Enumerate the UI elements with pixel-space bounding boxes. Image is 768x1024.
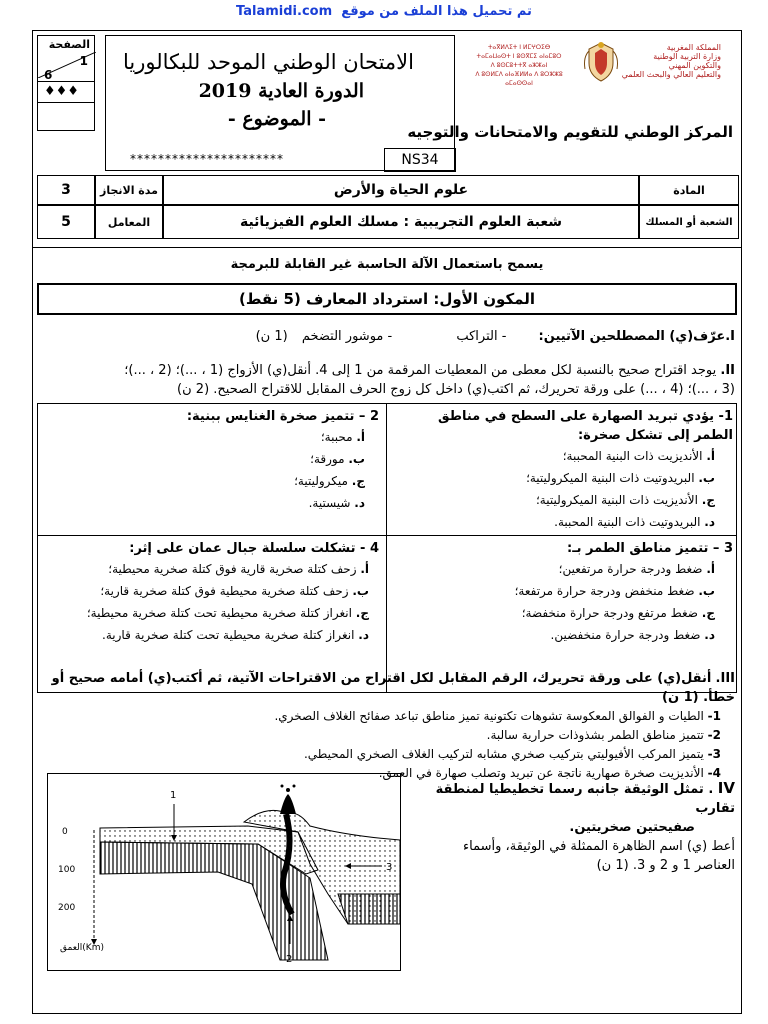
subject-label: المادة	[639, 175, 739, 205]
page-total: 6	[44, 68, 53, 82]
mcq-3: 3 – تتميز مناطق الطمر بـ: أ. ضغط ودرجة حرارة مرتفعين؛ ب. ضغط منخفض ودرجة حرارة مرتفعة؛ ج. ضغط مرتفع ودرجة حرارة منخفضة؛ د. ضغط ودرجة حرارة منخفضين.	[514, 541, 733, 642]
banner-text: تم تحميل هذا الملف من موقع	[341, 4, 532, 19]
coef-value: 5	[37, 205, 95, 239]
stars-line: **********************	[130, 152, 284, 166]
label-2: 2	[286, 954, 293, 965]
question-3: III. أنقل(ي) على ورقة تحريرك، الرقم المقابل لكل اقتراح من الاقتراحات الآتية، ثم أكتب(ي) أمامه صحيح أو خطأ. (1 ن) 1- الطيات و الفوالق المعكوسة تشوهات تكتونية تميز مناطق تباعد صفائح الغلاف الصخري. 2- تتميز مناطق الطمر بشذوذات حرارية سالبة. 3- يتميز المركب الأفيوليتي بتركيب صخري مشابه لتركيب الغلاف الصخري المحيطي. 4- الأنديزيت صخرة صهارية ناتجة عن تبريد وتصلب صهارة في العمق.	[51, 671, 735, 780]
subject-title: - الموضوع -	[227, 108, 326, 130]
label-1: 1	[170, 790, 177, 801]
page-num: 1	[79, 54, 88, 68]
center-name: المركز الوطني للتقويم والامتحانات والتوجيه	[407, 123, 733, 141]
tick-100: 100	[58, 865, 76, 875]
exam-code: NS34	[384, 148, 456, 172]
label-3: 3	[386, 862, 393, 873]
subduction-figure	[47, 773, 401, 971]
download-banner	[0, 4, 768, 19]
page-number-box	[37, 35, 95, 131]
branch-label: الشعبة أو المسلك	[639, 205, 739, 239]
subject-value: علوم الحياة والأرض	[163, 175, 639, 205]
branch-value: شعبة العلوم التجريبية : مسلك العلوم الفيزيائية	[163, 205, 639, 239]
coef-label: المعامل	[95, 205, 163, 239]
duration-label: مدة الانجاز	[95, 175, 163, 205]
tifinagh-text: ⵜⴰⴳⵍⴷⵉⵜ ⵏ ⵍⵎⵖⵔⵉⴱ ⵜⴰⵎⴰⵡⴰⵙⵜ ⵏ ⵓⵙⴳⵎⵉ ⴰⵏⴰⵎⵓⵔ ⴷ ⵓⵙⵎⵓⵜⵜⴳ ⴰⵣⵣⴰⵏ ⴷ ⵓⵙⵍⵎⴷ ⴰⵏⴰⴼⵍⵍⴰ ⴷ ⵓⵔⵣⵣⵓ ⴰⵎⴰⵙⵙⴰⵏ	[475, 44, 563, 87]
mcq-4: 4 - تشكلت سلسلة جبال عمان على إثر: أ. زحف كتلة صخرية قارية فوق كتلة صخرية محيطية؛ ب. زحف كتلة صخرية محيطية فوق كتلة صخرية قارية؛ ج. انغراز كتلة صخرية محيطية تحت كتلة صخرية محيطية؛ د. انغراز كتلة صخرية محيطية تحت كتلة صخرية قارية.	[86, 541, 379, 642]
calculator-note: يسمح باستعمال الآلة الحاسبة غير القابلة للبرمجة	[230, 257, 544, 272]
exam-title: الامتحان الوطني الموحد للبكالوريا	[123, 50, 414, 74]
mcq-2: 2 – تتميز صخرة الغنايس ببنية: أ. محببة؛ ب. مورقة؛ ج. ميكروليتية؛ د. شيستية.	[186, 409, 379, 510]
question-4: IV . تمثل الوثيقة جانبه رسما تخطيطيا لمنطقة تقارب صفيحتين صخريتين. أعط (ي) اسم الظاهرة الممثلة في الوثيقة، وأسماء العناصر 1 و 2 و 3. (1 ن)	[435, 779, 735, 873]
part1-title: المكون الأول: استرداد المعارف (5 نقط)	[37, 283, 737, 315]
subduction-diagram	[48, 774, 400, 970]
tick-200: 200	[58, 903, 76, 913]
question-2: II. يوجد اقتراح صحيح بالنسبة لكل معطى من المعطيات المرقمة من 1 إلى 4. أنقل(ي) الأزواج (1 ، ...)؛ (2 ، ...)؛ (3 ، ...)؛ (4 ، ...) على ورقة تحريرك، ثم اكتب(ي) داخل كل زوج الحرف المقابل للاقتراح الصحيح. (2 ن)	[124, 363, 735, 397]
exam-title-box	[105, 35, 455, 171]
ministry-text: المملكة المغربية وزارة التربية الوطنية والتكوين المهني والتعليم العالي والبحث العلمي	[621, 43, 721, 79]
page-label: الصفحة	[48, 38, 90, 51]
dots: ♦♦♦	[44, 84, 79, 99]
duration-value: 3	[37, 175, 95, 205]
exam-page	[32, 30, 742, 1014]
site-link[interactable]: Talamidi.com	[236, 4, 333, 19]
tick-0: 0	[62, 827, 68, 837]
question-1: I.عرّف(ي) المصطلحين الآتيين: - التراكب - موشور التضخم (1 ن)	[255, 329, 735, 344]
mcq-1: 1- يؤدي تبريد الصهارة على السطح في مناطق الطمر إلى تشكل صخرة: أ. الأنديزيت ذات البنية المحببة؛ ب. البريدوتيت ذات البنية الميكروليتية؛ ج. الأنديزيت ذات البنية الميكروليتية؛ د. البريدوتيت ذات البنية المحببة.	[438, 409, 733, 529]
session-title: الدورة العادية 2019	[198, 80, 364, 102]
depth-axis-label: العمق(Km)	[60, 943, 104, 953]
